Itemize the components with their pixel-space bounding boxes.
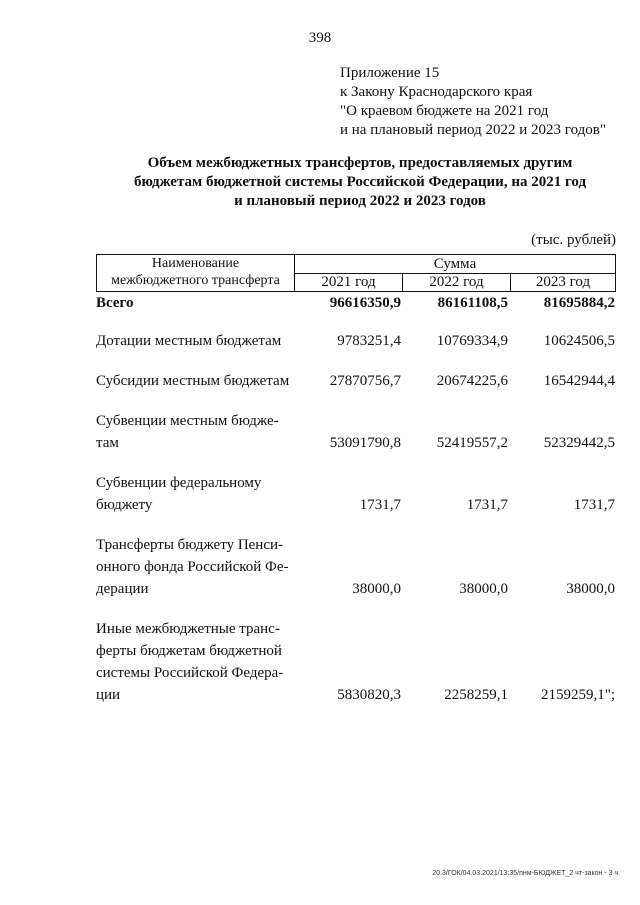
transfers-table [96, 254, 616, 706]
row-value: 5830820,3 [337, 687, 401, 703]
header-year: 2023 год [535, 274, 591, 290]
header-year: 2022 год [403, 274, 511, 291]
header-name-line: Наименование [151, 256, 240, 271]
row-value: 52419557,2 [436, 435, 508, 451]
row-value: 1731,7 [359, 497, 401, 513]
row-name-line: ции [96, 687, 121, 703]
row-value: 27870756,7 [329, 373, 401, 389]
row-value: 1731,7 [466, 497, 508, 513]
row-value: 1731,7 [573, 497, 615, 513]
table-row [96, 534, 616, 600]
row-value: 10624506,5 [543, 333, 615, 349]
page-number: 398 [308, 30, 332, 46]
row-name [96, 618, 294, 706]
row-value: 38000,0 [566, 581, 615, 597]
row-value: 16542944,4 [543, 373, 615, 389]
header-sum-cell: Сумма [295, 255, 615, 274]
row-value: 38000,0 [352, 581, 401, 597]
appendix-block [340, 64, 606, 140]
title-line: бюджетам бюджетной системы Российской Федерации, на 2021 год [133, 174, 587, 190]
table-row-total [96, 292, 616, 314]
table-row [96, 330, 616, 352]
document-title [90, 154, 630, 211]
table-body [96, 291, 616, 706]
row-value: 10769334,9 [436, 333, 508, 349]
table-row [96, 472, 616, 516]
appendix-line: Приложение 15 [340, 65, 440, 81]
row-value: 81695884,2 [543, 295, 615, 311]
row-value: 20674225,6 [436, 373, 508, 389]
table-header [96, 254, 616, 291]
row-value: 9783251,4 [337, 333, 401, 349]
row-name-line: Дотации местным бюджетам [96, 333, 282, 349]
table-row [96, 410, 616, 454]
appendix-line: к Закону Краснодарского края [340, 84, 533, 100]
header-name-line: межбюджетного трансферта [111, 273, 280, 288]
row-name-line: Субвенции федеральному [96, 475, 262, 491]
row-name-line: там [96, 435, 119, 451]
title-line: Объем межбюджетных трансфертов, предоставляемых другим [147, 155, 573, 171]
row-name-line: Субсидии местным бюджетам [96, 373, 290, 389]
appendix-line: "О краевом бюджете на 2021 год [340, 103, 549, 119]
row-name-line: Иные межбюджетные транс- [96, 621, 280, 637]
row-name: Всего [96, 295, 134, 311]
row-name [96, 410, 294, 454]
table-row [96, 370, 616, 392]
row-value: 2258259,1 [444, 687, 508, 703]
row-name [96, 330, 294, 352]
row-name-line: ферты бюджетам бюджетной [96, 643, 282, 659]
table-row [96, 618, 616, 706]
row-name [96, 472, 294, 516]
header-name-cell [97, 255, 295, 291]
title-line: и плановый период 2022 и 2023 годов [234, 193, 486, 209]
row-value: 96616350,9 [329, 295, 401, 311]
appendix-line: и на плановый период 2022 и 2023 годов" [340, 122, 606, 138]
row-name [96, 370, 294, 392]
row-name [96, 534, 294, 600]
row-value: 38000,0 [459, 581, 508, 597]
row-value: 2159259,1"; [540, 687, 615, 703]
row-value: 52329442,5 [543, 435, 615, 451]
row-name-line: Субвенции местным бюдже- [96, 413, 279, 429]
row-name-line: Трансферты бюджету Пенси- [96, 537, 284, 553]
row-name-line: дерации [96, 581, 149, 597]
row-name-line: бюджету [96, 497, 153, 513]
units-label: (тыс. рублей) [531, 232, 616, 248]
header-year: 2021 год [295, 274, 403, 291]
row-name-line: онного фонда Российской Фе- [96, 559, 289, 575]
row-value: 86161108,5 [437, 295, 508, 311]
footer-stamp: 20.3/ГОК/04.03.2021/13:35/пнм-БЮДЖЕТ_2 чт-закон - 3 ч. [432, 870, 620, 877]
row-value: 53091790,8 [329, 435, 401, 451]
row-name-line: системы Российской Федера- [96, 665, 284, 681]
